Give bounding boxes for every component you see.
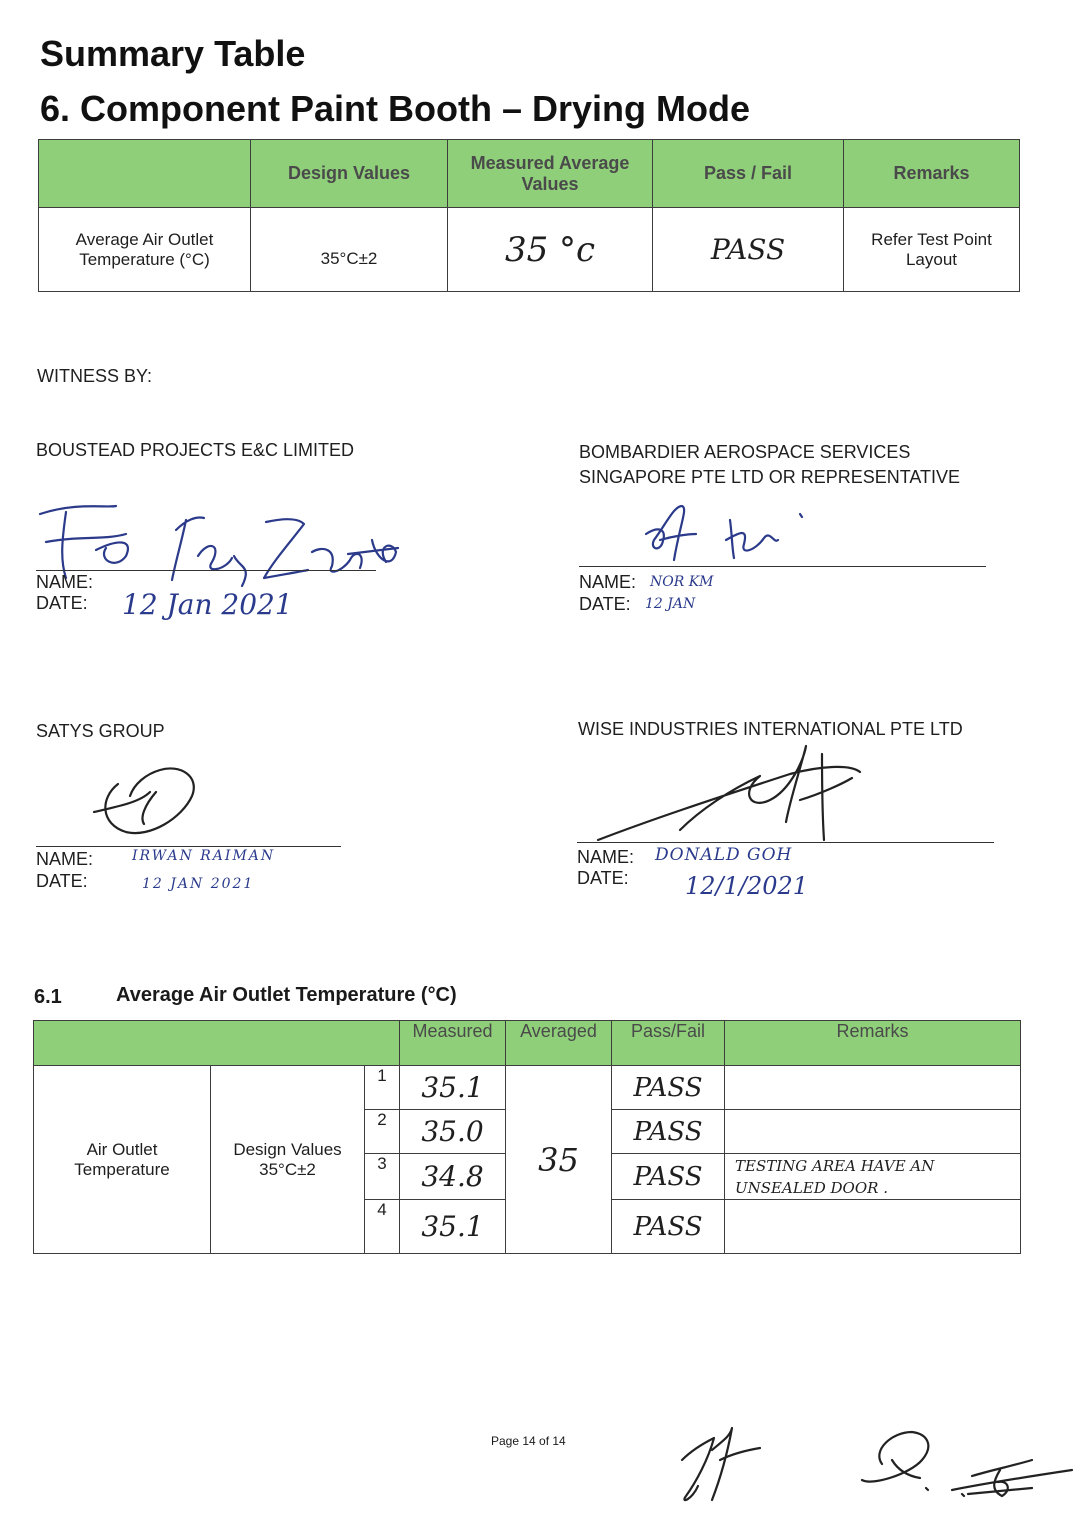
- row-3-result: PASS: [612, 1154, 725, 1200]
- row-1-result: PASS: [612, 1066, 725, 1110]
- summary-parameter: Average Air Outlet Temperature (°C): [39, 208, 251, 292]
- witness-4-date-label: DATE:: [577, 868, 629, 888]
- section-number: 6.1: [34, 986, 62, 1008]
- row-3-remark: TESTING AREA HAVE AN UNSEALED DOOR .: [725, 1154, 1021, 1200]
- witness-1-date-label: DATE:: [36, 593, 88, 613]
- page-title: Summary Table: [40, 33, 306, 74]
- witness-3-signature: [90, 762, 200, 840]
- row-2-remark: [725, 1110, 1021, 1154]
- row-1-measured: 35.1: [400, 1066, 506, 1110]
- detail-parameter: Air Outlet Temperature: [34, 1066, 211, 1254]
- row-1-remark: [725, 1066, 1021, 1110]
- row-2-measured: 35.0: [400, 1110, 506, 1154]
- row-4-number: 4: [365, 1200, 400, 1254]
- footer-initials: [672, 1420, 1072, 1510]
- witness-3-company: SATYS GROUP: [36, 721, 165, 741]
- table-row: [34, 1066, 1021, 1110]
- witness-1-sign-line: [36, 570, 376, 571]
- witness-4-sign-line: [577, 842, 994, 843]
- page-number: Page 14 of 14: [491, 1434, 566, 1448]
- witness-1-company: BOUSTEAD PROJECTS E&C LIMITED: [36, 440, 355, 460]
- witness-3-name-value: IRWAN RAIMAN: [132, 848, 276, 864]
- witness-2-company: BOMBARDIER AEROSPACE SERVICES SINGAPORE PTE LTD OR REPRESENTATIVE: [579, 442, 961, 487]
- row-2-result: PASS: [612, 1110, 725, 1154]
- witness-4-signature: [590, 740, 880, 850]
- detail-header-passfail: Pass/Fail: [612, 1021, 725, 1066]
- summary-header-design: Design Values: [251, 140, 448, 208]
- section-title: Average Air Outlet Temperature (°C): [116, 984, 457, 1006]
- row-4-result: PASS: [612, 1200, 725, 1254]
- witness-4-date-value: 12/1/2021: [685, 872, 809, 900]
- summary-measured-value: 35 °c: [448, 208, 653, 292]
- witness-2-signature: [640, 500, 820, 565]
- witness-4-name-label: NAME:: [577, 847, 635, 867]
- row-2-number: 2: [365, 1110, 400, 1154]
- row-4-remark: [725, 1200, 1021, 1254]
- witness-2-date-value: 12 JAN: [645, 596, 696, 612]
- summary-header-blank: [39, 140, 251, 208]
- detail-header-measured: Measured: [400, 1021, 506, 1066]
- witness-4-company: WISE INDUSTRIES INTERNATIONAL PTE LTD: [578, 719, 963, 739]
- witness-3-date-label: DATE:: [36, 871, 88, 891]
- summary-design-value: 35°C±2: [251, 208, 448, 292]
- witness-label: WITNESS BY:: [37, 366, 153, 386]
- detail-design: Design Values 35°C±2: [211, 1066, 365, 1254]
- row-3-measured: 34.8: [400, 1154, 506, 1200]
- summary-result: PASS: [653, 208, 844, 292]
- summary-remarks: Refer Test Point Layout: [844, 208, 1020, 292]
- witness-4-name-value: DONALD GOH: [655, 845, 793, 865]
- detail-average: 35: [506, 1066, 612, 1254]
- witness-2-name-label: NAME:: [579, 572, 637, 592]
- witness-3-sign-line: [36, 846, 341, 847]
- detail-table: [33, 1020, 1021, 1254]
- witness-1-name-label: NAME:: [36, 572, 94, 592]
- summary-table: [38, 139, 1020, 292]
- row-4-measured: 35.1: [400, 1200, 506, 1254]
- summary-header-measured: Measured Average Values: [448, 140, 653, 208]
- witness-2-date-label: DATE:: [579, 594, 631, 614]
- section-subtitle: 6. Component Paint Booth – Drying Mode: [40, 88, 750, 129]
- detail-header-remarks: Remarks: [725, 1021, 1021, 1066]
- witness-2-name-value: NOR KM: [650, 574, 714, 590]
- witness-1-date-value: 12 Jan 2021: [122, 588, 293, 621]
- summary-header-passfail: Pass / Fail: [653, 140, 844, 208]
- row-1-number: 1: [365, 1066, 400, 1110]
- witness-3-name-label: NAME:: [36, 849, 94, 869]
- witness-2-sign-line: [579, 566, 986, 567]
- detail-header-blank: [34, 1021, 400, 1066]
- row-3-number: 3: [365, 1154, 400, 1200]
- summary-header-remarks: Remarks: [844, 140, 1020, 208]
- detail-header-averaged: Averaged: [506, 1021, 612, 1066]
- witness-3-date-value: 12 JAN 2021: [142, 876, 255, 892]
